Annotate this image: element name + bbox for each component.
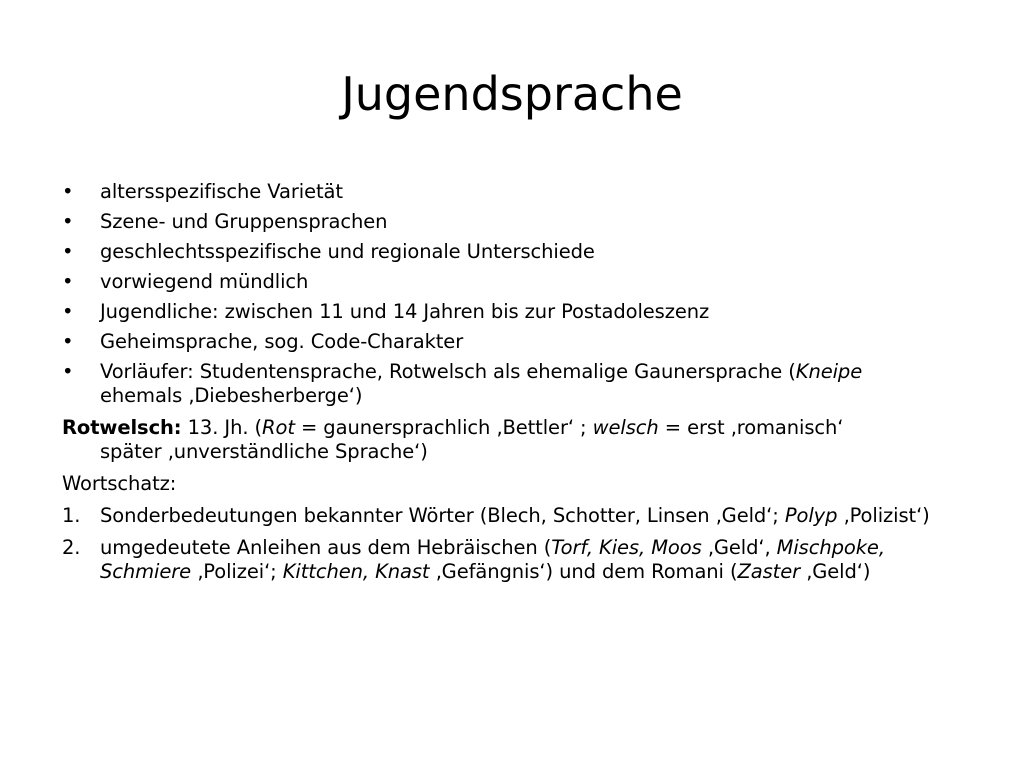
zaster-term: Zaster xyxy=(737,560,801,583)
item-text: ‚Gefängnis‘) und dem Romani ( xyxy=(429,560,738,583)
rotwelsch-text: 13. Jh. ( xyxy=(181,416,263,439)
torf-term: Torf, Kies, Moos xyxy=(551,536,702,559)
bullet-item: • Szene- und Gruppensprachen xyxy=(62,210,962,234)
wortschatz-heading: Wortschatz: xyxy=(62,472,177,495)
bullet-item: • Geheimsprache, sog. Code-Charakter xyxy=(62,330,962,354)
bullet-list xyxy=(62,180,962,408)
numbered-list xyxy=(62,504,962,584)
rot-term: Rot xyxy=(262,416,295,439)
bullet-item: • geschlechtsspezifische und regionale Unterschiede xyxy=(62,240,962,264)
rotwelsch-paragraph xyxy=(62,416,962,464)
bullet-item-vorlaeufer xyxy=(62,360,962,408)
vorlaeufer-text: Vorläufer: Studentensprache, Rotwelsch als ehemalige Gaunersprache ( xyxy=(100,360,796,383)
rotwelsch-text: = gaunersprachlich ‚Bettler‘ ; xyxy=(294,416,593,439)
bullet-item: • altersspezifische Varietät xyxy=(62,180,962,204)
item-text: umgedeutete Anleihen aus dem Hebräischen ( xyxy=(100,536,552,559)
bullet-item: • vorwiegend mündlich xyxy=(62,270,962,294)
kneipe-term: Kneipe xyxy=(795,360,863,383)
slide-title: Jugendsprache xyxy=(341,67,683,121)
rotwelsch-text: = erst ‚romanisch‘ xyxy=(658,416,844,439)
slide-body xyxy=(62,180,962,592)
item-text: ‚Geld‘) xyxy=(800,560,871,583)
vorlaeufer-line2: ehemals ‚Diebesherberge‘) xyxy=(100,384,363,407)
mischpoke-term: Mischpoke, Schmiere xyxy=(100,536,885,583)
item-text: ‚Geld‘, xyxy=(701,536,777,559)
bullet-item: • Jugendliche: zwischen 11 und 14 Jahren bis zur Postadoleszenz xyxy=(62,300,962,324)
numbered-item-2 xyxy=(62,536,962,584)
item-text: Sonderbedeutungen bekannter Wörter (Blech, Schotter, Linsen ‚Geld‘; xyxy=(100,504,785,527)
numbered-item-1 xyxy=(62,504,962,528)
kittchen-term: Kittchen, Knast xyxy=(282,560,430,583)
welsch-term: welsch xyxy=(592,416,659,439)
item-number: 1. xyxy=(62,504,81,527)
rotwelsch-label: Rotwelsch: xyxy=(62,416,182,439)
polyp-term: Polyp xyxy=(784,504,838,527)
item-text: ‚Polizist‘) xyxy=(837,504,930,527)
rotwelsch-line2: später ‚unverständliche Sprache‘) xyxy=(100,440,428,463)
item-number: 2. xyxy=(62,536,81,559)
item-text: ‚Polizei‘; xyxy=(191,560,283,583)
